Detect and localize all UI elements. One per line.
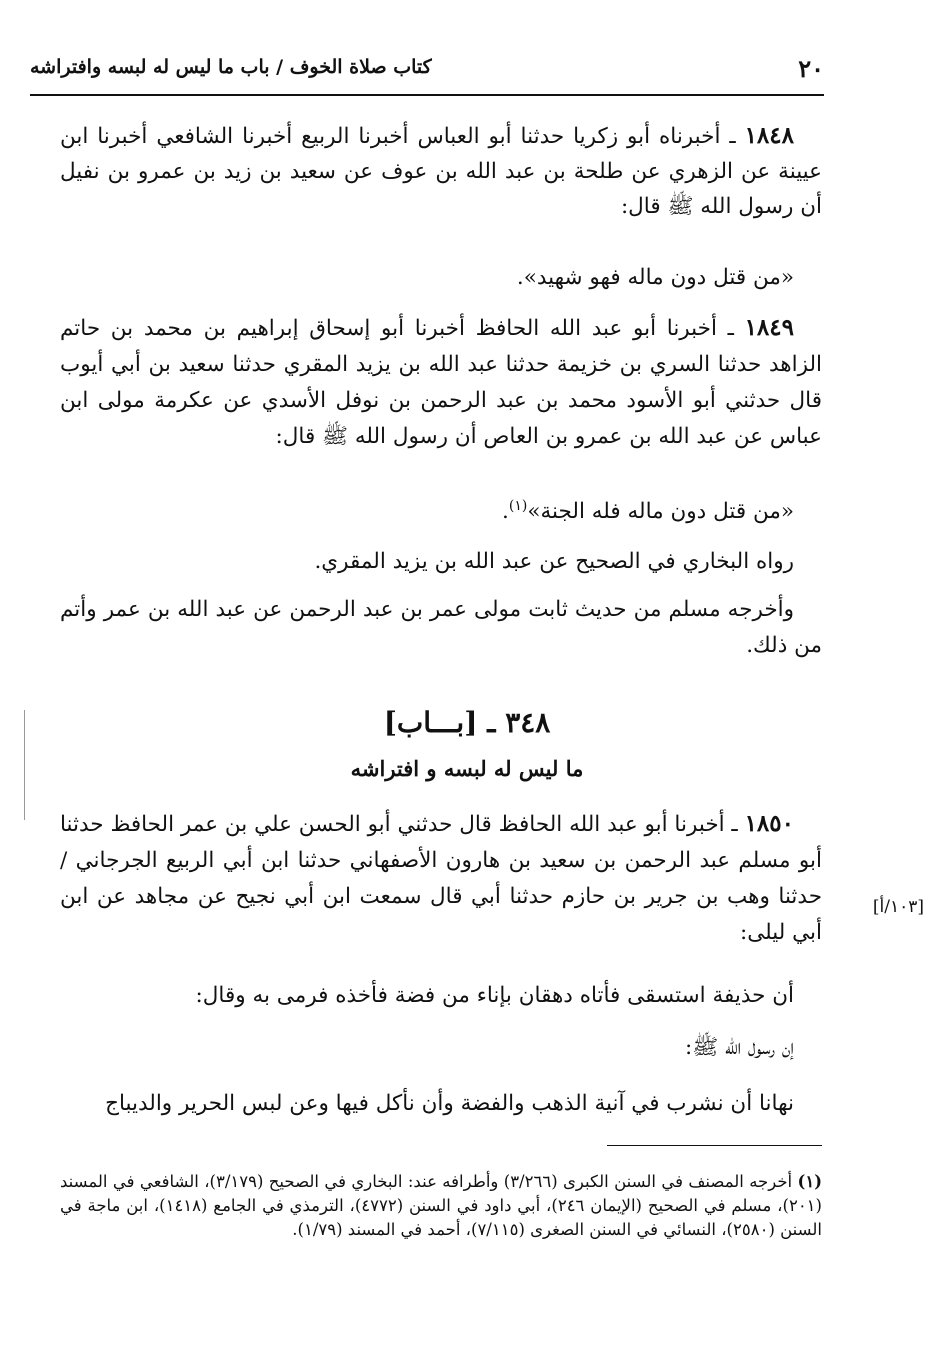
hadith-1848-text [60, 118, 822, 224]
footnote-separator [607, 1145, 822, 1146]
running-title: كتاب صلاة الخوف / باب ما ليس له لبسه وافتراشه [30, 56, 432, 78]
hadith-1850 [60, 806, 822, 951]
footnote-mark: (١) [797, 1172, 822, 1191]
hadith-body: ـ أخبرنا أبو عبد الله الحافظ أخبرنا أبو إسحاق إبراهيم بن محمد بن حاتم الزاهد حدثنا السري بن خزيمة حدثنا عبد الله بن يزيد المقري حدثنا سعيد بن أبي أيوب قال حدثني أبو الأسود محمد بن عبد الرحمن بن نوفل الأسدي عن عكرمة مولى ابن عباس عن عبد الله بن عمرو بن العاص أن رسول الله ﷺ قال: [60, 316, 822, 449]
hadith-1849-note-2: وأخرجه مسلم من حديث ثابت مولى عمر بن عبد الرحمن عن عبد الله بن عمر وأتم من ذلك. [60, 597, 822, 658]
hadith-number: ١٨٤٩ [744, 314, 794, 341]
hadith-body: ـ أخبرنا أبو عبد الله الحافظ قال حدثني أبو الحسن علي بن عمر الحافظ حدثنا أبو مسلم عبد الرحمن بن سعيد بن هارون الأصفهاني حدثنا ابن أبي الربيع الجرجاني /حدثنا وهب بن جرير بن حازم حدثنا أبي قال سمعت ابن أبي نجيح عن مجاهد عن ابن أبي ليلى: [60, 812, 822, 945]
manuscript-folio-ref: [١٠٣/أ] [872, 897, 924, 917]
page-header [30, 52, 824, 96]
hadith-1850-line-1: أن حذيفة استسقى فأتاه دهقان بإناء من فضة فأخذه فرمى به وقال: [195, 983, 794, 1008]
hadith-1848 [60, 118, 822, 224]
hadith-1849-text [60, 310, 822, 455]
hadith-1849-note-1: رواه البخاري في الصحيح عن عبد الله بن يزيد المقري. [314, 549, 794, 574]
hadith-number: ١٨٤٨ [744, 122, 794, 149]
chapter-title: ٣٤٨ ـ [بـــاب] [383, 706, 551, 739]
hadith-1849-quote [60, 488, 822, 530]
quote-text: «من قتل دون ماله فله الجنة» [527, 499, 794, 525]
page-number: ٢٠ [798, 54, 824, 83]
hadith-number: ١٨٥٠ [744, 810, 794, 837]
footnote-text: أخرجه المصنف في السنن الكبرى (٣/٢٦٦) وأطرافه عند: البخاري في الصحيح (٣/١٧٩)، الشافعي في المسند (٢٠١)، مسلم في الصحيح (الإيمان ٢٤٦)، أبي داود في السنن (٤٧٧٢)، الترمذي في الجامع (١٤١٨)، ابن ماجة في السنن (٢٥٨٠)، النسائي في السنن الصغرى (٧/١١٥)، أحمد في المسند (١/٧٩). [60, 1172, 822, 1239]
hadith-1849 [60, 310, 822, 455]
chapter-subtitle: ما ليس له لبسه و افتراشه [350, 756, 584, 781]
hadith-body: ـ أخبرناه أبو زكريا حدثنا أبو العباس أخبرنا الربيع أخبرنا الشافعي أخبرنا ابن عيينة عن الزهري عن طلحة بن عبد الله بن عوف عن سعيد بن زيد بن عمرو بن نفيل أن رسول الله ﷺ قال: [60, 124, 822, 219]
hadith-1850-line-2: إن رسول الله ﷺ: [684, 1035, 794, 1060]
quote-end: . [502, 499, 509, 525]
hadith-1850-line-3: نهانا أن نشرب في آنية الذهب والفضة وأن نأكل فيها وعن لبس الحرير والديباج [105, 1091, 794, 1116]
hadith-1850-text [60, 806, 822, 951]
hadith-1848-quote: «من قتل دون ماله فهو شهيد». [516, 265, 794, 290]
footnote [60, 1170, 822, 1242]
footnote-reference: (١) [508, 498, 528, 514]
